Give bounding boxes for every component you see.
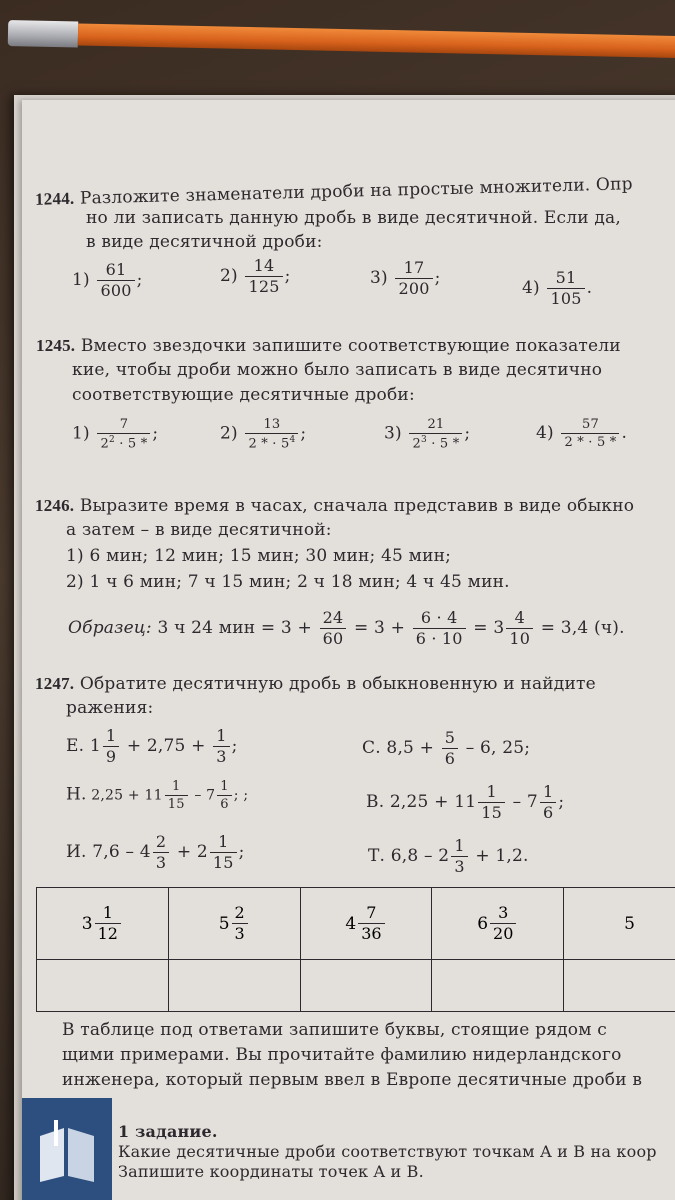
pencil-shaft	[78, 23, 675, 58]
problem-1245-item-1: 1) $\frac{7}{2^2 \cdot 5 *}$ ;	[72, 417, 159, 452]
problem-1246-line3: 1) 6 мин; 12 мин; 15 мин; 30 мин; 45 мин;	[66, 546, 452, 566]
letter-cell[interactable]	[37, 960, 169, 1012]
fraction: $\frac{21}{2^3 \cdot 5 *}$	[409, 418, 462, 450]
problem-1244-item-4: 4) $\frac{51}{105}$ .	[522, 268, 593, 308]
after-table-line2: щими примерами. Вы прочитайте фамилию нидерландского	[62, 1045, 622, 1065]
problem-1246-line1	[35, 496, 634, 516]
problem-text: Обратите десятичную дробь в обыкновенную и найдите	[79, 674, 596, 694]
fraction: $\frac{5}{6}$	[442, 730, 458, 767]
fraction: $\frac{1}{3}$	[213, 728, 229, 765]
problem-1244-line3: в виде десятичной дроби:	[86, 232, 323, 252]
fraction: $\frac{61}{600}$	[97, 262, 134, 299]
fraction: $\frac{17}{200}$	[395, 260, 432, 297]
problem-1247-line1	[35, 674, 596, 694]
fraction: $\frac{1}{15}$	[165, 780, 188, 811]
fraction: $\frac{1}{9}$	[103, 728, 119, 765]
problem-1245-line1	[36, 336, 621, 356]
after-table-line1: В таблице под ответами запишите буквы, стоящие рядом с	[62, 1020, 607, 1040]
expr-E: Е. 1 $\frac{1}{9}$ + 2,75 + $\frac{1}{3}$ ;	[66, 726, 238, 766]
problem-1244-item-2: 2) $\frac{14}{125}$ ;	[220, 256, 291, 296]
fraction: $\frac{1}{6}$	[217, 780, 231, 811]
problem-1246-sample: Образец: 3 ч 24 мин = 3 + $\frac{24}{60}$ = 3 + $\frac{6 \cdot 4}{6 \cdot 10}$ = 3 $\frac{4}{10}$ = 3,4 (ч).	[68, 608, 625, 648]
answer-cell: 5	[564, 888, 675, 960]
pencil-eraser	[8, 20, 79, 47]
problem-1244-item-1: 1) $\frac{61}{600}$ ;	[72, 260, 143, 300]
letter-cell[interactable]	[300, 960, 432, 1012]
fraction: $\frac{1}{15}$	[478, 784, 505, 821]
answer-row	[37, 888, 675, 960]
problem-1244-item-3: 3) $\frac{17}{200}$ ;	[370, 258, 441, 298]
problem-1246-line2: а затем – в виде десятичной:	[66, 520, 332, 540]
problem-number: 1246.	[35, 496, 75, 515]
task1-line2: Запишите координаты точек A и B.	[118, 1162, 424, 1181]
problem-1246-line4: 2) 1 ч 6 мин; 7 ч 15 мин; 2 ч 18 мин; 4 ч 45 мин.	[66, 572, 510, 592]
problem-1245-line2: кие, чтобы дроби можно было записать в виде десятично	[72, 360, 603, 380]
problem-1245-item-4: 4) $\frac{57}{2 * \cdot 5 *}$ .	[536, 417, 628, 450]
letter-cell[interactable]	[564, 960, 675, 1012]
fraction: $\frac{1}{3}$	[451, 838, 467, 875]
task1-title: 1 задание.	[118, 1122, 218, 1141]
problem-1245-line3: соответствующие десятичные дроби:	[72, 385, 415, 405]
problem-number: 1244.	[34, 188, 75, 209]
expr-T: Т. 6,8 – 2 $\frac{1}{3}$ + 1,2.	[368, 836, 529, 876]
fraction: $\frac{24}{60}$	[320, 610, 347, 647]
answer-cell: 5 $\frac{2}{3}$	[168, 888, 300, 960]
item-label: 1)	[72, 270, 90, 290]
expr-B: В. 2,25 + 11 $\frac{1}{15}$ – 7 $\frac{1}{6}$ ;	[366, 782, 565, 822]
expr-C: С. 8,5 + $\frac{5}{6}$ – 6, 25;	[362, 728, 531, 768]
fraction: $\frac{14}{125}$	[245, 258, 282, 295]
problem-number: 1245.	[36, 336, 76, 355]
problem-1245-item-3: 3) $\frac{21}{2^3 \cdot 5 *}$ ;	[384, 417, 471, 452]
problem-text: Разложите знаменатели дроби на простые множители. Опр	[79, 174, 633, 209]
fraction: $\frac{2}{3}$	[153, 834, 169, 871]
pencil	[8, 18, 675, 62]
fraction: $\frac{4}{10}$	[506, 610, 533, 647]
answer-cell: 4 $\frac{7}{36}$	[300, 888, 432, 960]
fraction: $\frac{1}{15}$	[210, 834, 237, 871]
expr-H: Н. 2,25 + 11 $\frac{1}{15}$ – 7 $\frac{1}{6}$ ; ;	[66, 779, 249, 812]
sample-label: Образец:	[68, 618, 152, 638]
task-book-icon-box	[22, 1098, 112, 1200]
answer-table	[36, 887, 675, 1012]
letter-cell[interactable]	[432, 960, 564, 1012]
fraction: $\frac{13}{2 * \cdot 5^4}$	[245, 418, 298, 450]
letters-row	[37, 960, 675, 1012]
book-icon	[34, 1116, 100, 1186]
answer-cell: 6 $\frac{3}{20}$	[432, 888, 564, 960]
problem-text: Вместо звездочки запишите соответствующие показатели	[80, 336, 621, 356]
fraction: $\frac{57}{2 * \cdot 5 *}$	[561, 418, 619, 449]
problem-1244-line1	[35, 174, 633, 210]
problem-number: 1247.	[35, 674, 75, 693]
fraction: $\frac{7}{2^2 \cdot 5 *}$	[97, 418, 150, 450]
expr-I: И. 7,6 – 4 $\frac{2}{3}$ + 2 $\frac{1}{15}$ ;	[66, 832, 245, 872]
problem-1244-line2: но ли записать данную дробь в виде десятичной. Если да,	[86, 208, 621, 228]
fraction: $\frac{51}{105}$	[547, 270, 584, 307]
problem-1247-line2: ражения:	[66, 698, 154, 718]
fraction: $\frac{6 \cdot 4}{6 \cdot 10}$	[413, 610, 466, 647]
problem-1245-item-2: 2) $\frac{13}{2 * \cdot 5^4}$ ;	[220, 417, 307, 452]
task1-line1: Какие десятичные дроби соответствуют точкам A и B на коор	[118, 1142, 657, 1161]
fraction: $\frac{1}{6}$	[540, 784, 556, 821]
answer-cell: 3 $\frac{1}{12}$	[37, 888, 169, 960]
problem-text: Выразите время в часах, сначала представив в виде обыкно	[79, 496, 635, 516]
letter-cell[interactable]	[168, 960, 300, 1012]
after-table-line3: инженера, который первым ввел в Европе десятичные дроби в	[62, 1070, 643, 1090]
